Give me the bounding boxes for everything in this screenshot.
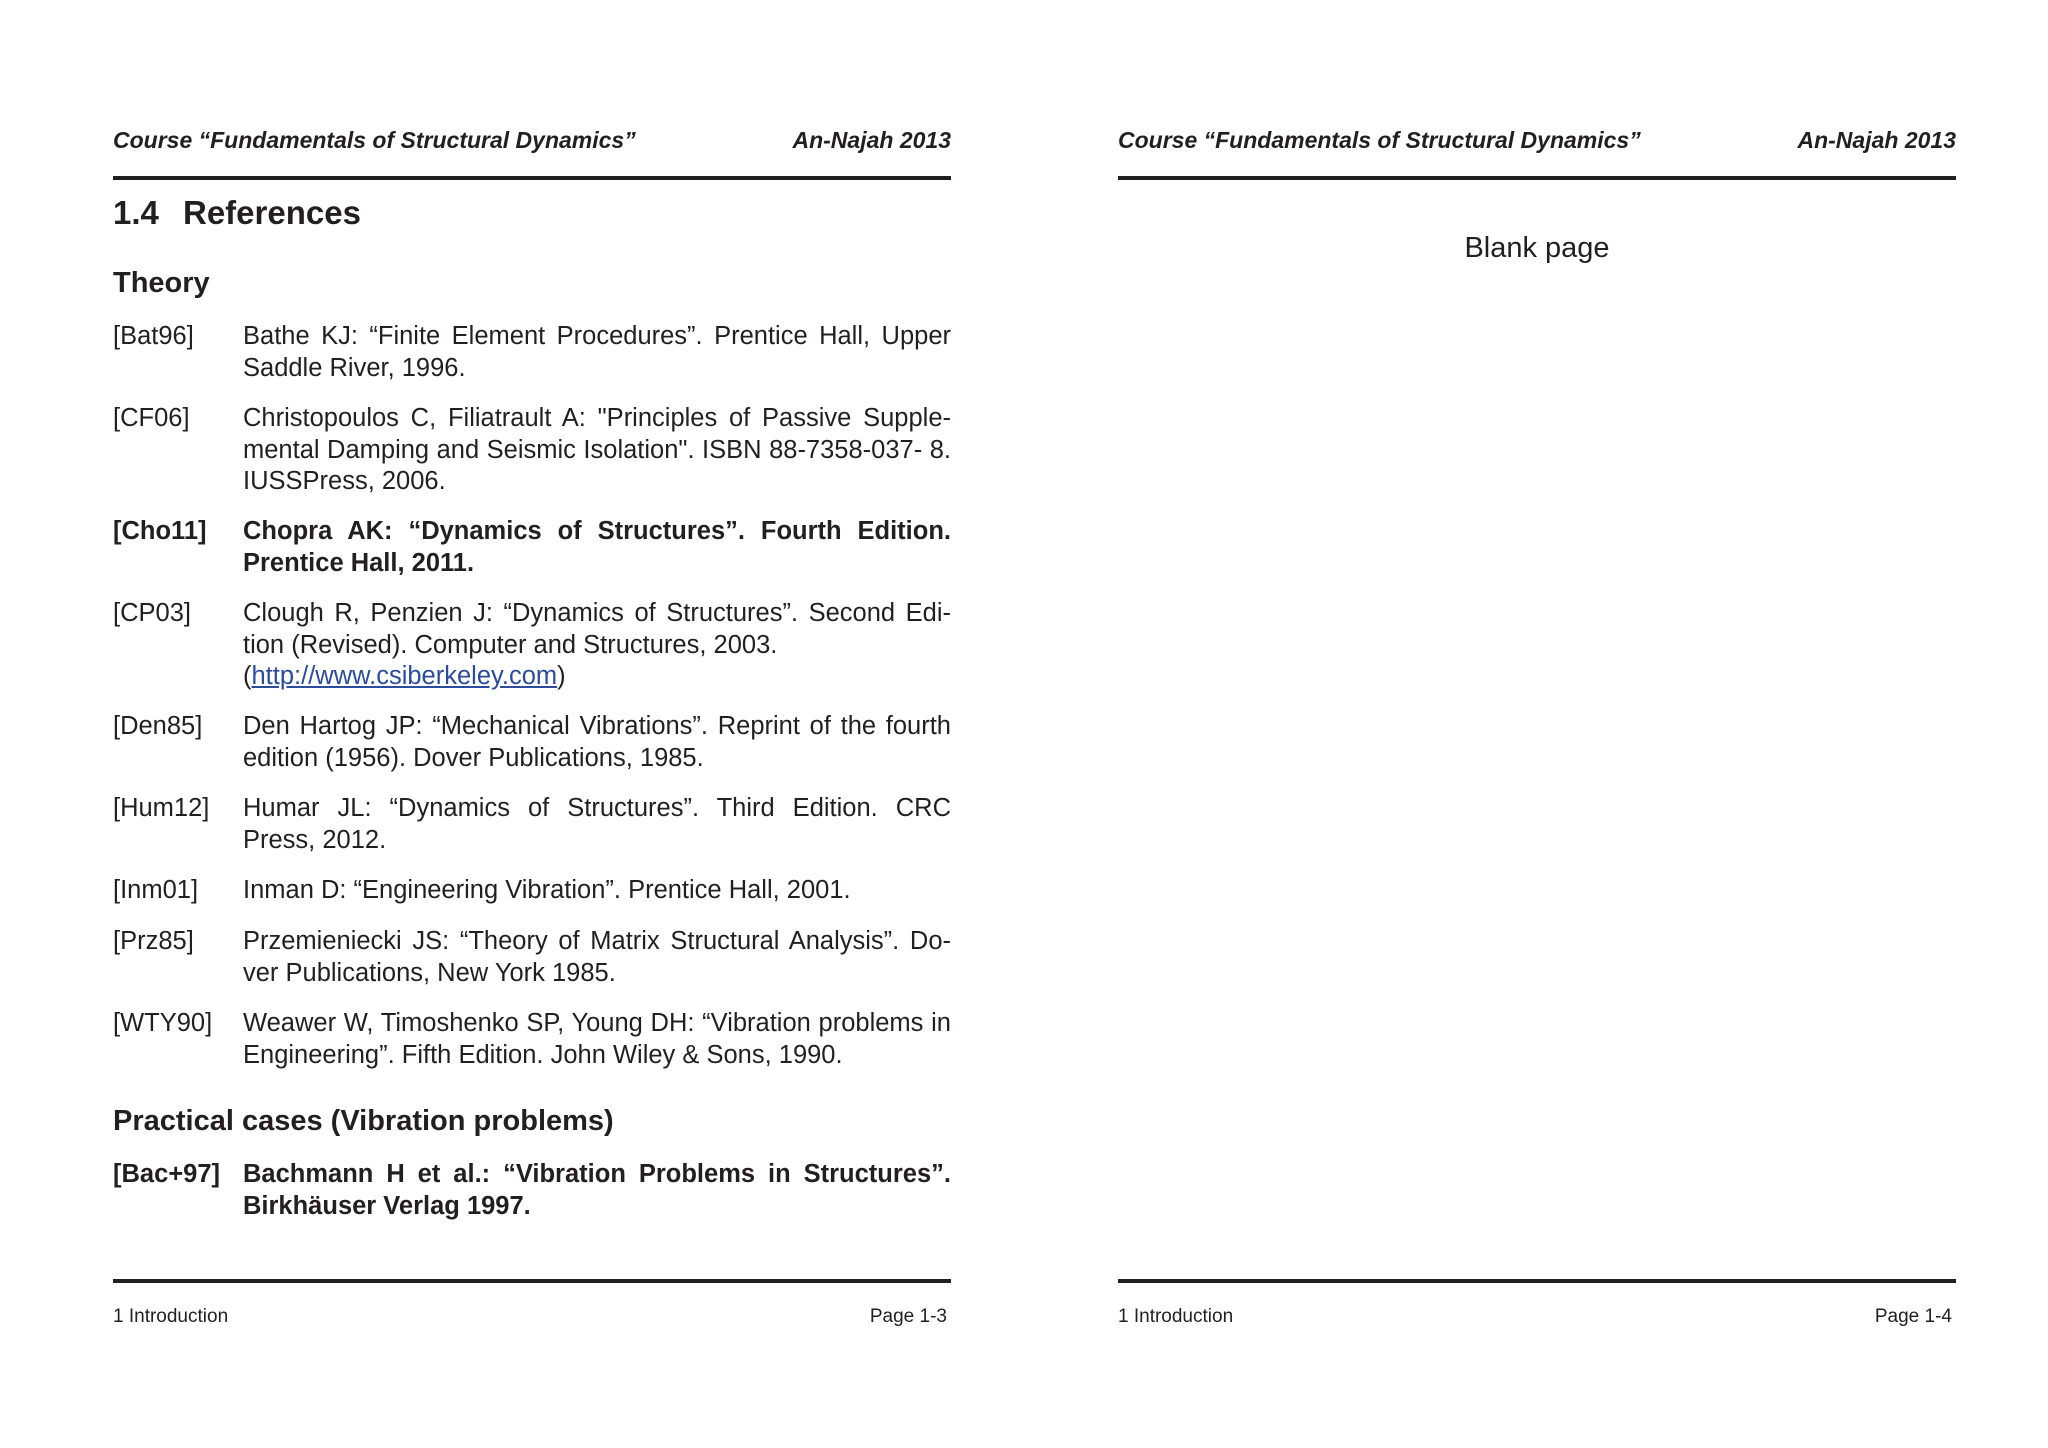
page-footer <box>1118 1304 1956 1330</box>
footer-chapter: 1 Introduction <box>113 1306 229 1327</box>
reference-text <box>243 598 951 693</box>
paren-close: ) <box>557 662 566 690</box>
reference-key: [CF06] <box>113 404 190 432</box>
left-page <box>113 0 951 1448</box>
page-footer <box>113 1304 951 1330</box>
reference-hum12 <box>113 793 951 856</box>
reference-line: Bathe KJ: “Finite Element Procedures”. Prentice Hall, Upper <box>243 322 951 350</box>
right-page <box>1118 0 1956 1448</box>
reference-line: ver Publications, New York 1985. <box>243 958 616 987</box>
reference-key: [Den85] <box>113 712 203 740</box>
reference-text <box>243 1159 951 1222</box>
reference-cf06 <box>113 403 951 498</box>
reference-line: 8. IUSSPress, 2006. <box>243 435 951 495</box>
reference-line: Christopoulos C, Filiatrault A: "Principles of Passive Supple- <box>243 404 951 432</box>
reference-text <box>243 1008 951 1071</box>
reference-text <box>243 926 951 989</box>
reference-line: Birkhäuser Verlag 1997. <box>243 1191 531 1220</box>
reference-key: [Hum12] <box>113 794 210 822</box>
reference-key: [Bat96] <box>113 322 194 350</box>
reference-line: Weawer W, Timoshenko SP, Young DH: “Vibration problems <box>243 1009 924 1037</box>
reference-line: edition (1956). Dover Publications, 1985. <box>243 743 704 772</box>
header-venue: An-Najah 2013 <box>1797 127 1956 153</box>
csiberkeley-link[interactable]: http://www.csiberkeley.com <box>251 662 558 690</box>
practical-heading: Practical cases (Vibration problems) <box>113 1105 614 1137</box>
reference-text <box>243 793 951 856</box>
footer-rule <box>113 1279 951 1283</box>
reference-key: [Cho11] <box>113 517 207 545</box>
reference-line: Clough R, Penzien J: “Dynamics of Structures”. Second Edi- <box>243 599 951 627</box>
section-title <box>113 191 361 235</box>
reference-line: in Engineering”. Fifth Edition. John Wiley & Sons, 1990. <box>243 1009 951 1069</box>
reference-wty90 <box>113 1008 951 1071</box>
reference-key: [Bac+97] <box>113 1160 221 1188</box>
footer-page-number: Page 1-4 <box>1874 1306 1952 1327</box>
footer-page-number: Page 1-3 <box>869 1306 947 1327</box>
header-course-title: Course “Fundamentals of Structural Dynamics” <box>1118 127 1641 153</box>
reference-key: [CP03] <box>113 599 191 627</box>
reference-prz85 <box>113 926 951 989</box>
reference-line: Bachmann H et al.: “Vibration Problems in Structures”. <box>243 1160 951 1188</box>
reference-key: [Prz85] <box>113 927 194 955</box>
reference-line: Chopra AK: “Dynamics of Structures”. Fourth Edition. <box>243 517 951 545</box>
reference-bat96 <box>113 321 951 384</box>
reference-line: mental Damping and Seismic Isolation". ISBN 88-7358-037- <box>243 435 923 464</box>
reference-text <box>243 516 951 579</box>
paren-open: ( <box>243 662 252 690</box>
header-rule <box>113 176 951 180</box>
reference-key: [Inm01] <box>113 876 199 904</box>
footer-chapter: 1 Introduction <box>1118 1306 1234 1327</box>
reference-line: Saddle River, 1996. <box>243 353 466 382</box>
reference-key: [WTY90] <box>113 1009 213 1037</box>
reference-den85 <box>113 711 951 774</box>
section-title-text: References <box>183 194 361 231</box>
reference-line: tion (Revised). Computer and Structures, 2003. <box>243 630 778 659</box>
page-header <box>1118 124 1956 156</box>
reference-line: Humar JL: “Dynamics of Structures”. Third Edition. CRC <box>243 794 951 822</box>
reference-inm01 <box>113 875 951 907</box>
reference-line: Prentice Hall, 2011. <box>243 548 475 577</box>
reference-bac97 <box>113 1159 951 1222</box>
header-venue: An-Najah 2013 <box>792 127 951 153</box>
section-number: 1.4 <box>113 194 159 231</box>
reference-line: Przemieniecki JS: “Theory of Matrix Structural Analysis”. Do- <box>243 927 951 955</box>
header-course-title: Course “Fundamentals of Structural Dynamics” <box>113 127 636 153</box>
reference-line: Den Hartog JP: “Mechanical Vibrations”. Reprint of the fourth <box>243 712 951 740</box>
reference-text <box>243 403 951 498</box>
reference-text <box>243 321 951 384</box>
header-rule <box>1118 176 1956 180</box>
reference-cp03 <box>113 598 951 693</box>
reference-text <box>243 711 951 774</box>
reference-line: Press, 2012. <box>243 825 387 854</box>
reference-url-line <box>243 662 566 690</box>
page-header <box>113 124 951 156</box>
footer-rule <box>1118 1279 1956 1283</box>
blank-page-label: Blank page <box>1464 232 1610 264</box>
reference-text <box>243 875 951 907</box>
reference-cho11 <box>113 516 951 579</box>
theory-heading: Theory <box>113 267 210 299</box>
reference-line: Inman D: “Engineering Vibration”. Prentice Hall, 2001. <box>243 876 851 904</box>
